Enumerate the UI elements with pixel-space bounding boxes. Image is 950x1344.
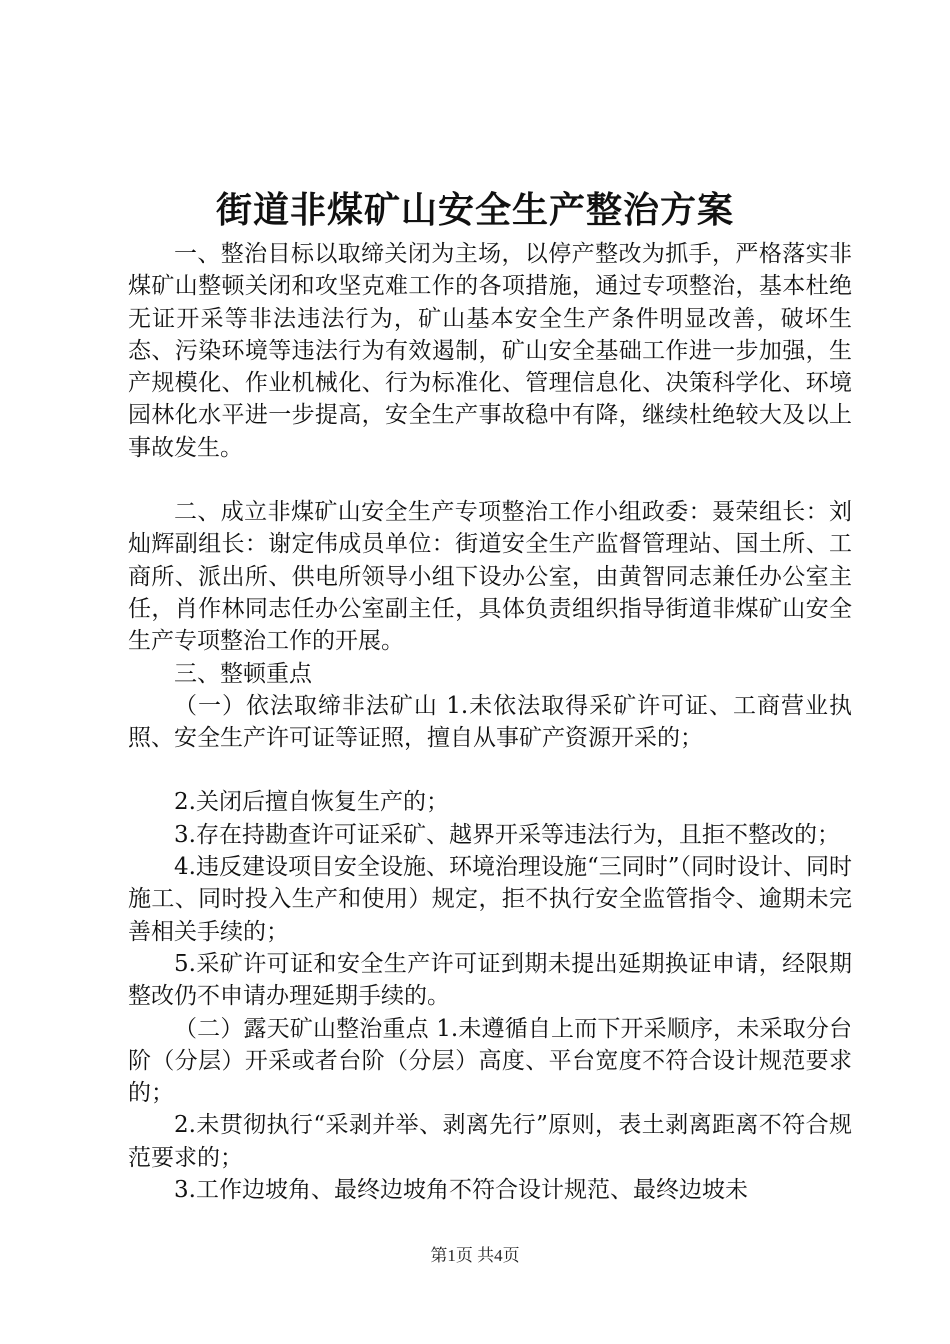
list-item-open-pit-2: 2.未贯彻执行“采剥并举、剥离先行”原则，表土剥离距离不符合规范要求的； (128, 1112, 852, 1171)
section-heading-key-points: 三、整顿重点 (174, 660, 312, 687)
list-item-open-pit-3: 3.工作边坡角、最终边坡角不符合设计规范、最终边坡未 (174, 1177, 748, 1204)
paragraph-working-group: 二、成立非煤矿山安全生产专项整治工作小组政委：聂荣组长：刘灿辉副组长：谢定伟成员单位：街道安全生产监督管理站、国土所、工商所、派出所、供电所领导小组下设办公室，由黄智同志兼任办公室主任，肖作林同志任办公室副主任，具体负责组织指导街道非煤矿山安全生产专项整治工作的开展。 (128, 499, 852, 655)
list-item-4: 4.违反建设项目安全设施、环境治理设施“三同时”（同时设计、同时施工、同时投入生产和使用）规定，拒不执行安全监管指令、逾期未完善相关手续的； (128, 854, 852, 945)
document-body (128, 238, 852, 1206)
list-item-3: 3.存在持勘查许可证采矿、越界开采等违法行为，且拒不整改的； (174, 821, 840, 848)
document-title: 街道非煤矿山安全生产整治方案 (215, 189, 734, 231)
page-footer: 第1页 共4页 (430, 1246, 520, 1265)
paragraph-ban-illegal-mines: （一）依法取缔非法矿山 1.未依法取得采矿许可证、工商营业执照、安全生产许可证等证照，擅自从事矿产资源开采的； (128, 692, 852, 752)
paragraph-open-pit-mines: （二）露天矿山整治重点 1.未遵循自上而下开采顺序，未采取分台阶（分层）开采或者台阶（分层）高度、平台宽度不符合设计规范要求的； (128, 1015, 852, 1107)
list-item-2: 2.关闭后擅自恢复生产的； (174, 789, 449, 816)
paragraph-objective: 一、整治目标以取缔关闭为主场，以停产整改为抓手，严格落实非煤矿山整顿关闭和攻坚克难工作的各项措施，通过专项整治，基本杜绝无证开采等非法违法行为，矿山基本安全生产条件明显改善，破坏生态、污染环境等违法行为有效遏制，矿山安全基础工作进一步加强，生产规模化、作业机械化、行为标准化、管理信息化、决策科学化、环境园林化水平进一步提高，安全生产事故稳中有降，继续杜绝较大及以上事故发生。 (128, 241, 852, 461)
list-item-5: 5.采矿许可证和安全生产许可证到期未提出延期换证申请，经限期整改仍不申请办理延期手续的。 (128, 950, 852, 1010)
